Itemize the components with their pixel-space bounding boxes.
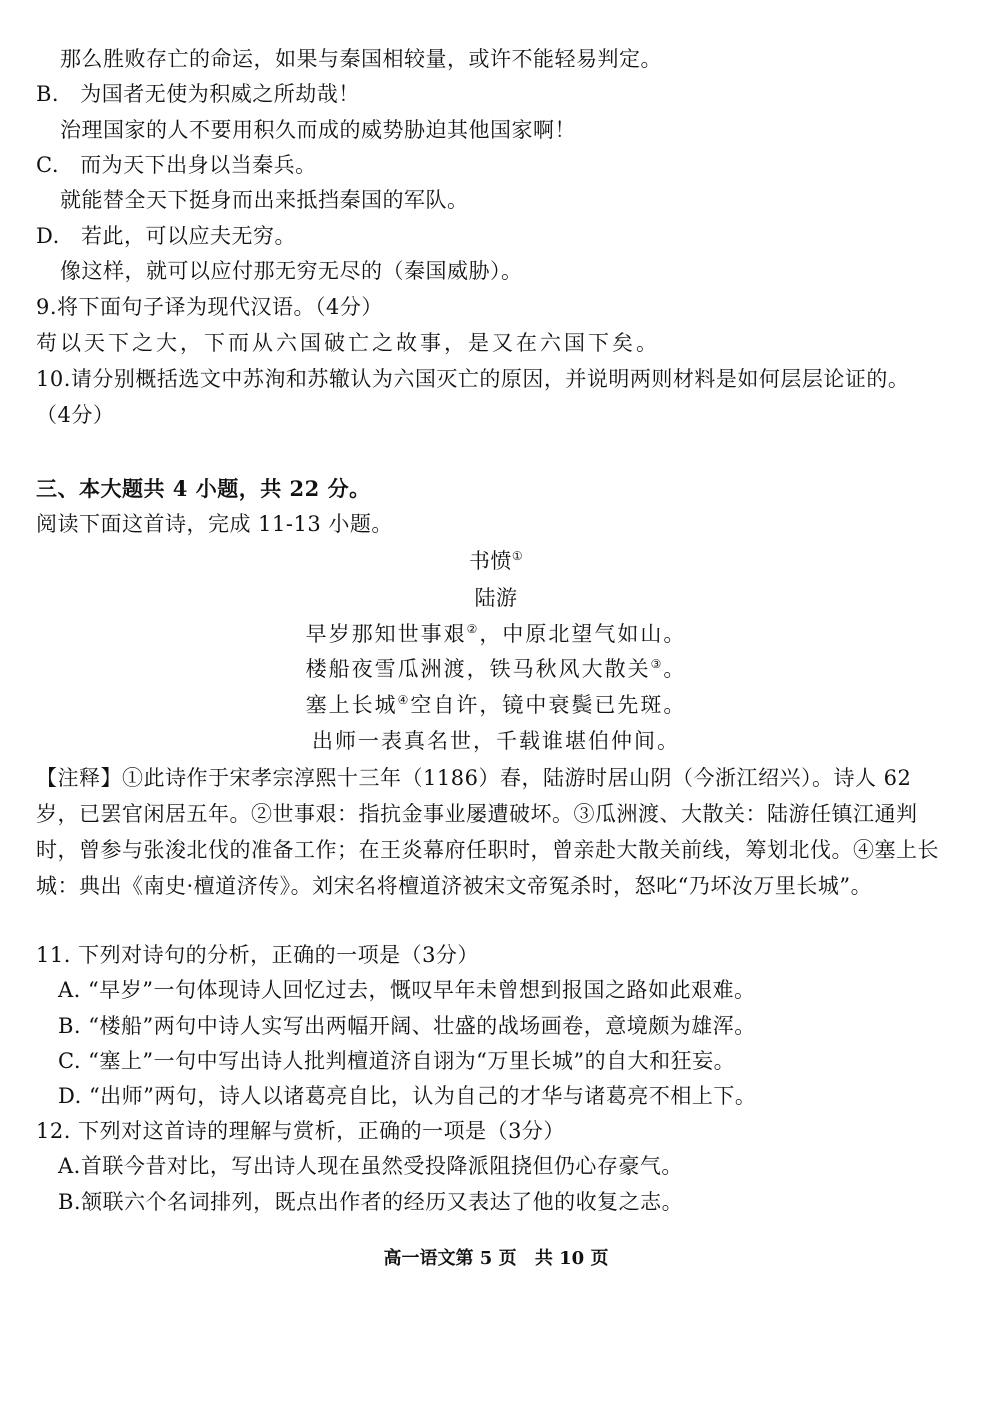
q11-option-c: C. “塞上”一句中写出诗人批判檀道济自诩为“万里长城”的自大和狂妄。	[58, 1049, 736, 1073]
q8-d-translation: 像这样，就可以应付那无穷无尽的（秦国威胁）。	[60, 259, 523, 283]
poem-text: 塞上长城	[305, 693, 398, 717]
q8-option-d	[36, 222, 296, 250]
footnote-marker: ①	[511, 549, 524, 563]
q8-option-c	[36, 151, 317, 179]
option-label: C.	[36, 153, 59, 177]
q9-prompt: 9.将下面句子译为现代汉语。（4分）	[36, 295, 383, 319]
page-number: 高一语文第 5 页	[383, 1248, 517, 1269]
footnote-marker: ②	[466, 622, 480, 636]
footnote-marker: ③	[650, 657, 664, 671]
option-text: 为国者无使为积威之所劫哉！	[80, 82, 360, 106]
q8-option-b	[36, 80, 360, 108]
q8-a-translation: 那么胜败存亡的命运，如果与秦国相较量，或许不能轻易判定。	[60, 47, 662, 71]
poem-text: ，中原北望气如山。	[479, 622, 687, 646]
option-text: 若此，可以应夫无穷。	[80, 224, 296, 248]
q9-sentence: 苟以天下之大，下而从六国破亡之故事，是又在六国下矣。	[36, 331, 660, 355]
poem-text: 空自许，镜中衰鬓已先斑。	[410, 693, 687, 717]
q11-prompt: 11. 下列对诗句的分析，正确的一项是（3分）	[36, 943, 479, 967]
poem-line-4: 出师一表真名世，千载谁堪伯仲间。	[312, 729, 680, 753]
q11-option-b: B. “楼船”两句中诗人实写出两幅开阔、壮盛的战场画卷，意境颇为雄浑。	[58, 1014, 756, 1038]
option-label: D.	[36, 224, 60, 248]
section-heading: 三、本大题共 4 小题，共 22 分。	[36, 476, 371, 501]
q12-prompt: 12. 下列对这首诗的理解与赏析，正确的一项是（3分）	[36, 1119, 565, 1143]
q10-prompt: 10.请分别概括选文中苏洵和苏辙认为六国灭亡的原因，并说明两则材料是如何层层论证的。	[36, 367, 910, 391]
q12-option-a: A.首联今昔对比，写出诗人现在虽然受投降派阻挠但仍心存豪气。	[58, 1154, 683, 1178]
footnote-marker: ④	[397, 693, 411, 707]
poem-notes: 【注释】①此诗作于宋孝宗淳熙十三年（1186）春，陆游时居山阴（今浙江绍兴）。诗人 62 岁，已罢官闲居五年。②世事艰：指抗金事业屡遭破坏。③瓜洲渡、大散关：陆游任镇江通判时，曾参与张浚北伐的准备工作；在王炎幕府任职时，曾亲赴大散关前线，筹划北伐。④塞上长城：典出《南史·檀道济传》。刘宋名将檀道济被宋文帝冤杀时，怒叱“乃坏汝万里长城”。	[36, 766, 939, 898]
q11-option-a: A. “早岁”一句体现诗人回忆过去，慨叹早年未曾想到报国之路如此艰难。	[58, 978, 756, 1002]
poem-author: 陆游	[474, 586, 518, 610]
q10-score: （4分）	[36, 403, 115, 427]
poem-title	[0, 547, 992, 575]
q8-c-translation: 就能替全天下挺身而出来抵挡秦国的军队。	[60, 188, 469, 212]
poem-line-1	[0, 620, 992, 648]
poem-line-2	[0, 655, 992, 683]
page-total: 共 10 页	[534, 1248, 609, 1269]
section-instruction: 阅读下面这首诗，完成 11-13 小题。	[36, 512, 393, 536]
poem-text: 。	[663, 657, 687, 681]
poem-text: 楼船夜雪瓜洲渡，铁马秋风大散关	[305, 657, 651, 681]
poem-line-3	[0, 691, 992, 719]
page-footer	[0, 1244, 992, 1270]
q8-b-translation: 治理国家的人不要用积久而成的威势胁迫其他国家啊！	[60, 118, 576, 142]
option-text: 而为天下出身以当秦兵。	[80, 153, 317, 177]
poem-text: 早岁那知世事艰	[305, 622, 467, 646]
poem-title-text: 书愤	[468, 549, 512, 573]
option-label: B.	[36, 82, 60, 106]
q12-option-b: B.颔联六个名词排列，既点出作者的经历又表达了他的收复之志。	[58, 1190, 684, 1214]
q11-option-d: D. “出师”两句，诗人以诸葛亮自比，认为自己的才华与诸葛亮不相上下。	[58, 1084, 757, 1108]
